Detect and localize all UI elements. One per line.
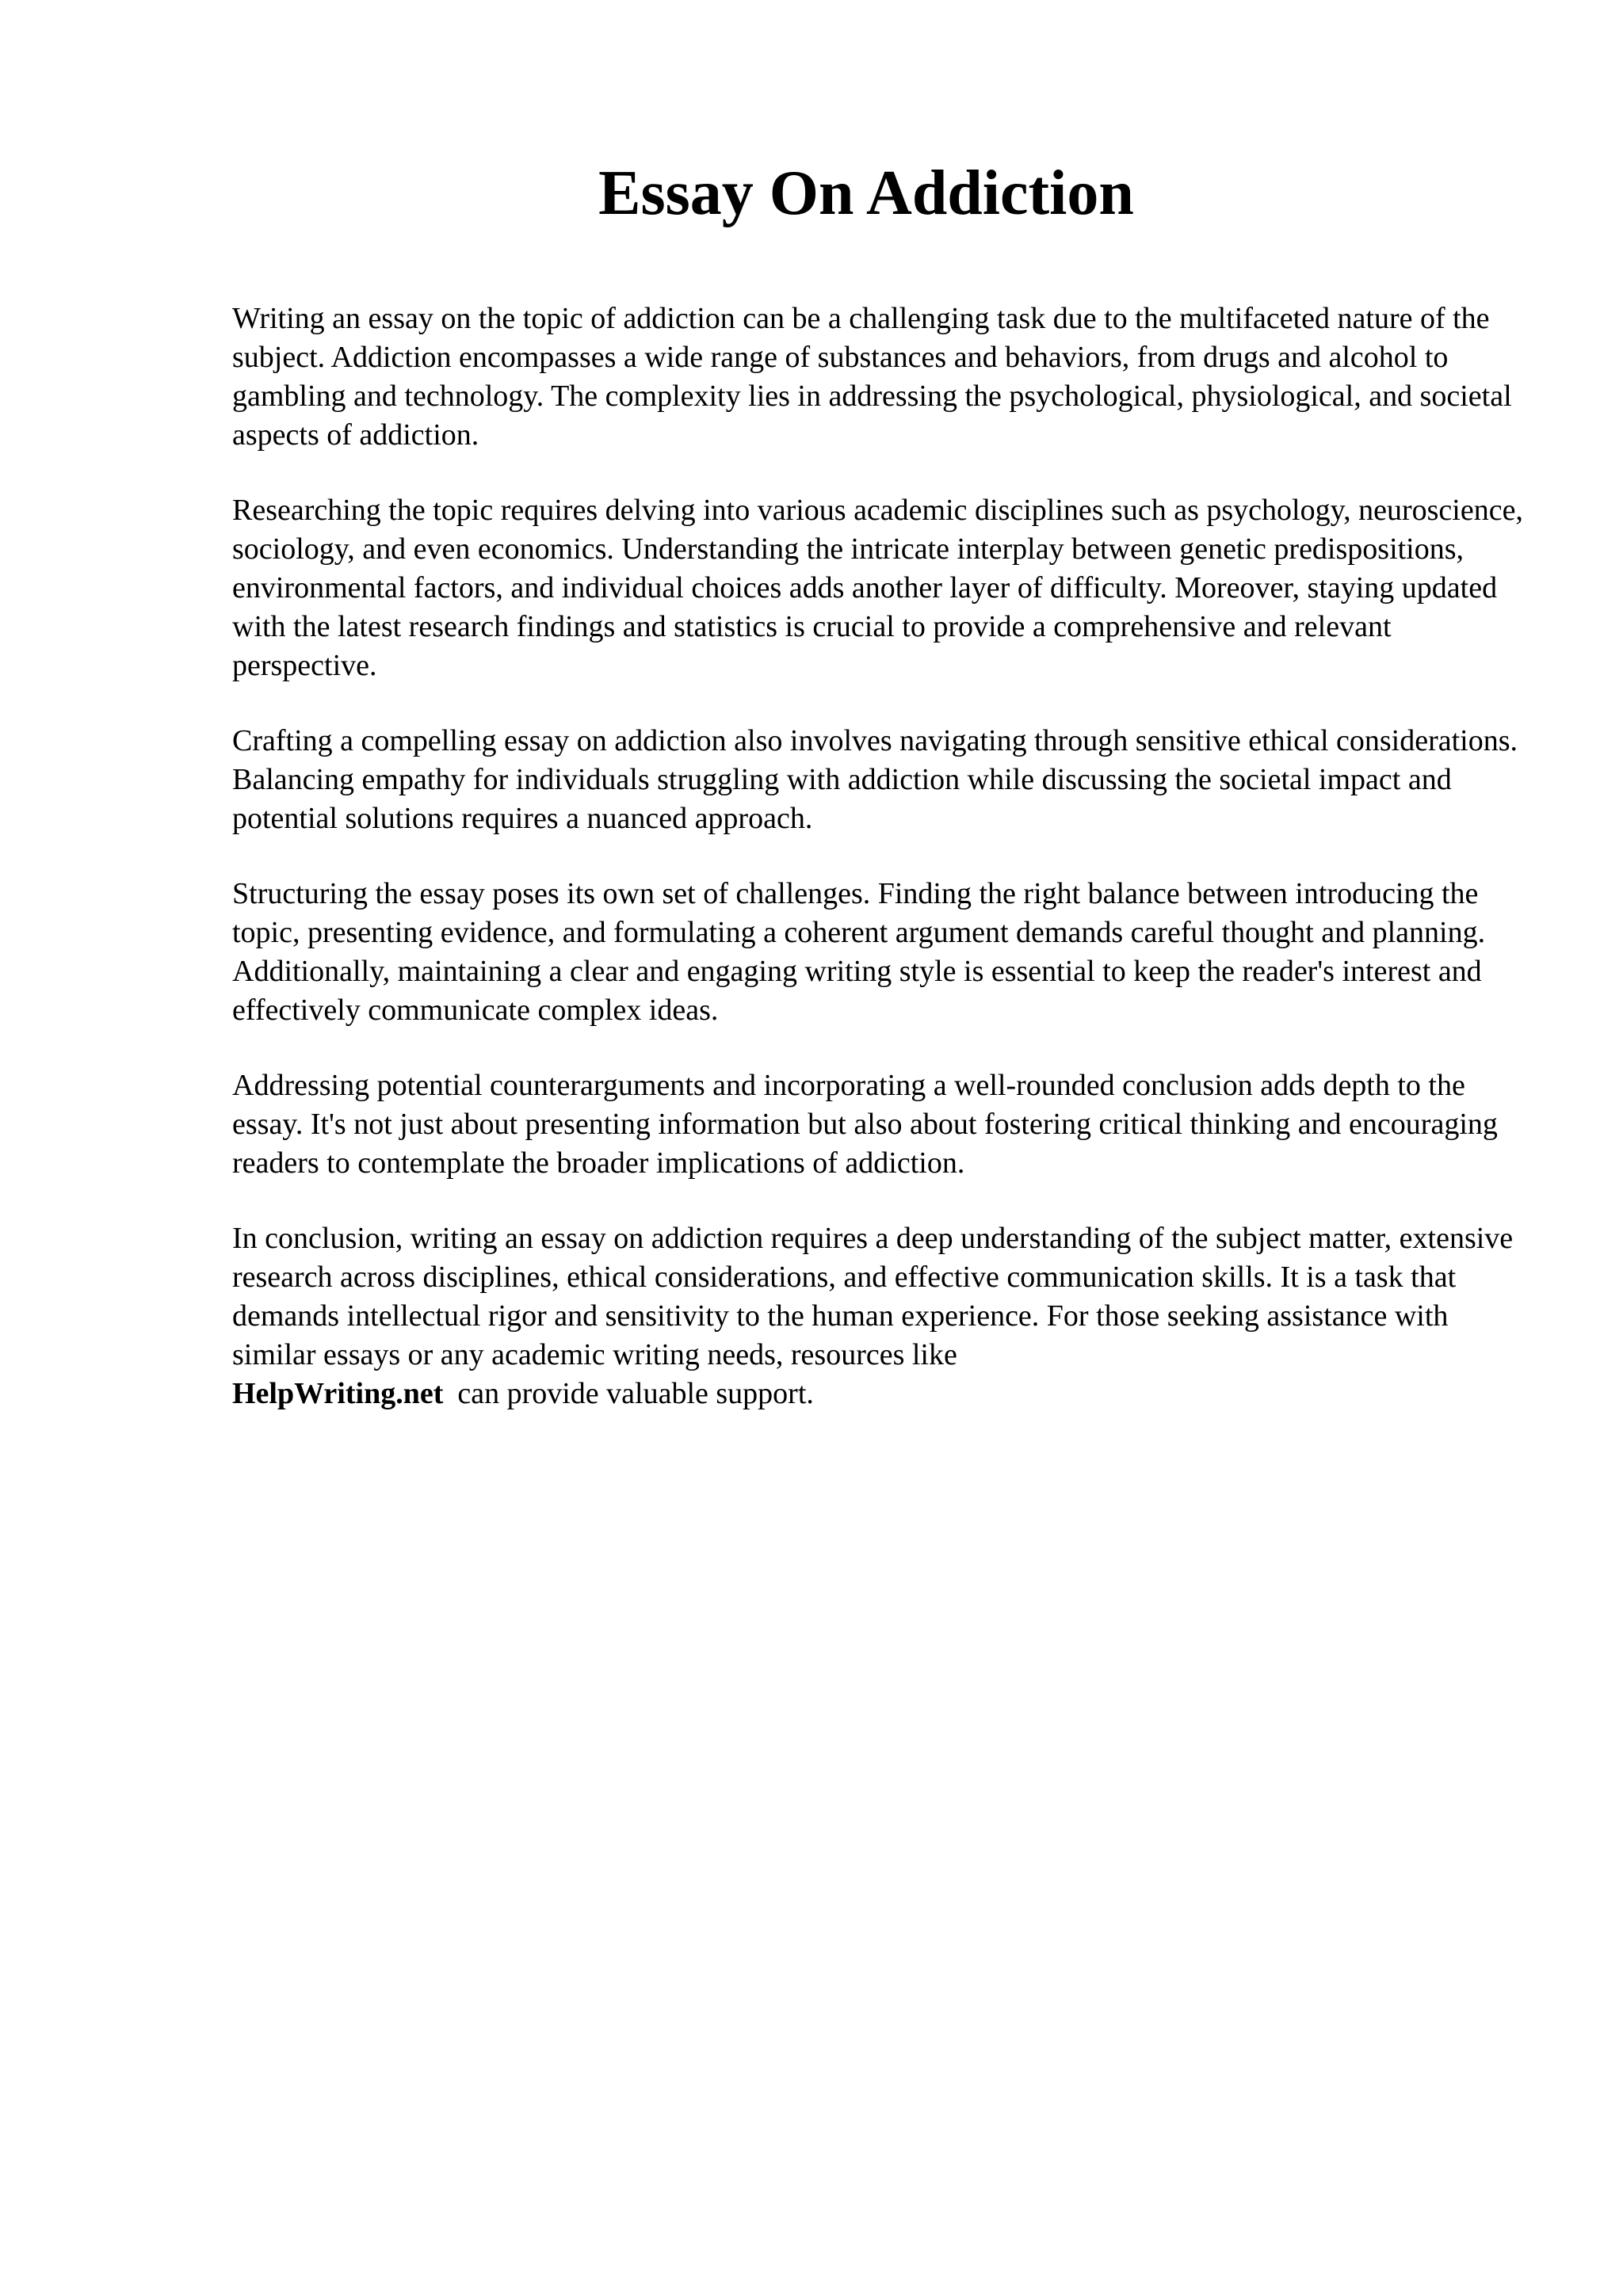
paragraph-4: Structuring the essay poses its own set of challenges. Finding the right balance between introducing the topic, presenting evidence, and formulating a coherent argument demands careful thought and planning. Additionally, maintaining a clear and engaging writing style is essential to keep the reader's interest and effectively communicate complex ideas. xyxy=(232,877,1486,1027)
paragraph-3: Crafting a compelling essay on addiction also involves navigating through sensitive ethical considerations. Balancing empathy for individuals struggling with addiction while discussing the societal impact and potential solutions requires a nuanced approach. xyxy=(232,724,1518,835)
conclusion-paragraph xyxy=(232,1219,1532,1413)
conclusion-tail: can provide valuable support. xyxy=(457,1377,814,1410)
document-title: Essay On Addiction xyxy=(598,158,1134,228)
brand-name: HelpWriting.net xyxy=(232,1377,444,1410)
paragraph-1: Writing an essay on the topic of addiction can be a challenging task due to the multifaceted nature of the subject. Addiction encompasses a wide range of substances and behaviors, from drugs and alcohol to gambling and technology. The complexity lies in addressing the psychological, physiological, and societal aspects of addiction. xyxy=(232,302,1512,452)
conclusion-text: In conclusion, writing an essay on addiction requires a deep understanding of the subject matter, extensive research across disciplines, ethical considerations, and effective communication skills. It is a task that demands intellectual rigor and sensitivity to the human experience. For those seeking assistance with similar essays or any academic writing needs, resources like xyxy=(232,1222,1514,1371)
paragraph-2: Researching the topic requires delving into various academic disciplines such as psychology, neuroscience, sociology, and even economics. Understanding the intricate interplay between genetic predispositions, environmental factors, and individual choices adds another layer of difficulty. Moreover, staying updated with the latest research findings and statistics is crucial to provide a comprehensive and relevant perspective. xyxy=(232,494,1523,682)
paragraph-5: Addressing potential counterarguments and incorporating a well-rounded conclusion adds depth to the essay. It's not just about presenting information but also about fostering critical thinking and encouraging readers to contemplate the broader implications of addiction. xyxy=(232,1069,1498,1180)
essay-body xyxy=(232,299,1532,1450)
